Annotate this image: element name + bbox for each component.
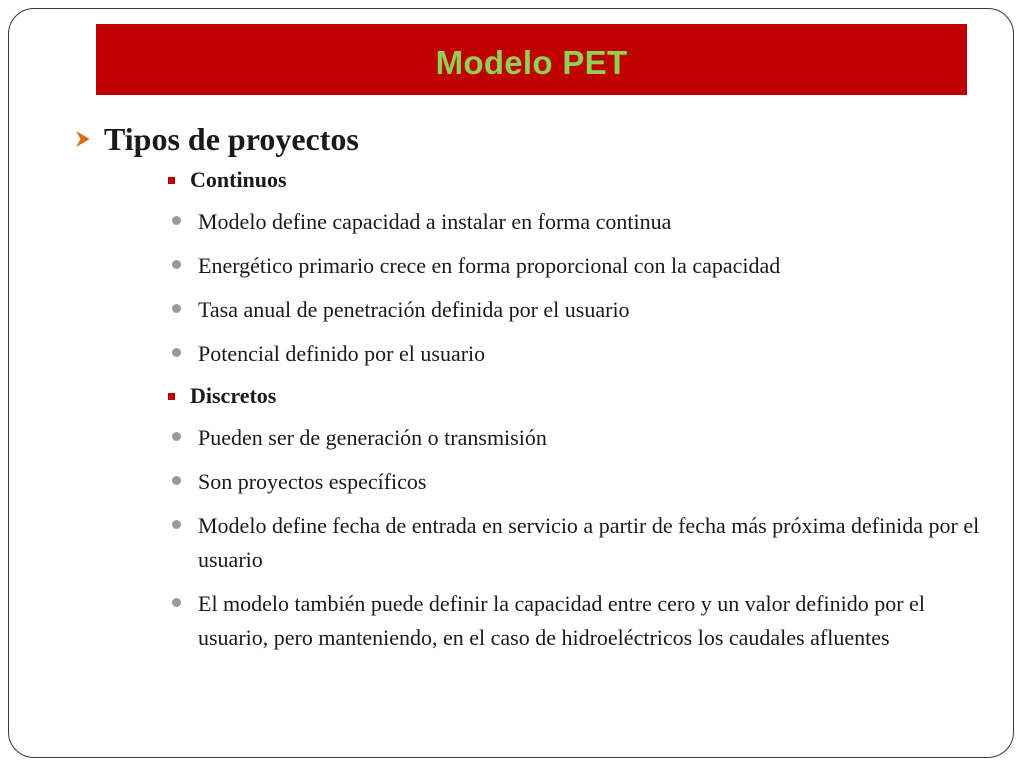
list-item [172,200,994,244]
list-item-text: Potencial definido por el usuario [198,341,486,366]
list-item-text: Tasa anual de penetración definida por el usuario [198,297,630,322]
round-bullet-icon [172,520,181,529]
slide-title: Modelo PET [435,43,628,81]
group-label: Continuos [190,167,287,192]
square-bullet-icon [168,393,175,400]
list-item-text: El modelo también puede definir la capacidad entre cero y un valor definido por el usuario, pero manteniendo, en el caso de hidroeléctricos los caudales afluentes [198,591,925,650]
slide-content [74,118,994,660]
list-item [172,288,994,332]
list-item [172,332,994,376]
group-continuos [168,160,994,200]
round-bullet-icon [172,260,181,269]
round-bullet-icon [172,598,181,607]
list-item [172,460,994,504]
list-item [172,244,994,288]
section-heading: Tipos de proyectos [104,120,359,157]
square-bullet-icon [168,177,175,184]
title-bar [96,24,967,95]
arrow-bullet-icon [74,118,104,160]
list-item-text: Pueden ser de generación o transmisión [198,425,547,450]
round-bullet-icon [172,216,181,225]
list-item [172,416,994,460]
round-bullet-icon [172,476,181,485]
list-item-text: Son proyectos específicos [198,469,427,494]
heading-row [74,118,994,160]
round-bullet-icon [172,432,181,441]
round-bullet-icon [172,348,181,357]
list-item [172,504,994,582]
round-bullet-icon [172,304,181,313]
group-label: Discretos [190,383,277,408]
list-item-text: Modelo define fecha de entrada en servicio a partir de fecha más próxima definida por el usuario [198,513,980,572]
list-item-text: Modelo define capacidad a instalar en forma continua [198,209,672,234]
list-item [172,582,994,660]
list-item-text: Energético primario crece en forma proporcional con la capacidad [198,253,781,278]
group-discretos [168,376,994,416]
